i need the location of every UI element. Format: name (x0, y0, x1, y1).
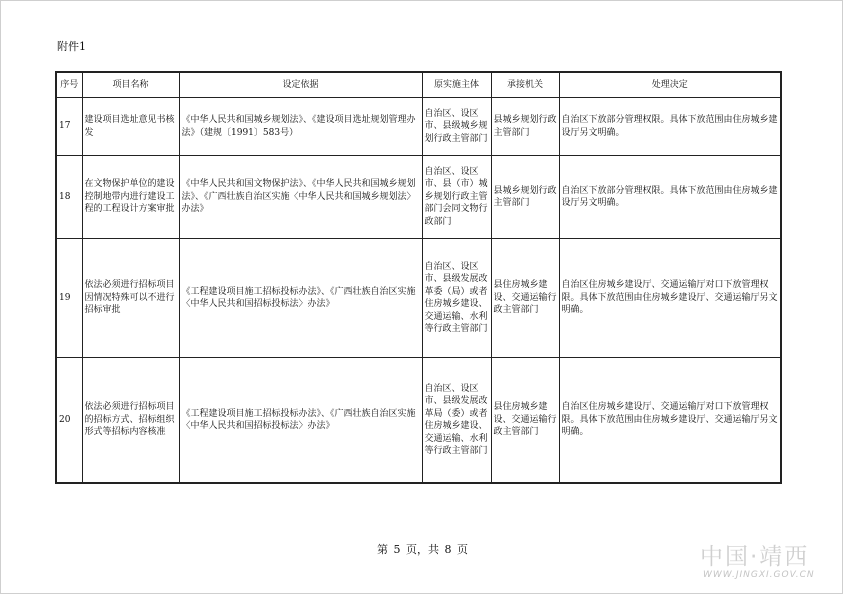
cell-undertaker: 县住房城乡建设、交通运输行政主管部门 (491, 358, 559, 484)
cell-name: 建设项目选址意见书核发 (82, 98, 179, 156)
cell-original: 自治区、设区市、县级发展改革局（委）或者住房城乡建设、交通运输、水利等行政主管部门 (422, 358, 491, 484)
cell-basis: 《工程建设项目施工招标投标办法》、《广西壮族自治区实施〈中华人民共和国招标投标法〉办法》 (179, 358, 422, 484)
cell-name: 依法必须进行招标项目因情况特殊可以不进行招标审批 (82, 239, 179, 358)
footer-page-current: 5 (393, 543, 401, 556)
site-watermark (700, 538, 835, 588)
table-row (56, 358, 781, 484)
header-original: 原实施主体 (422, 72, 491, 98)
watermark-url: WWW.JINGXI.GOV.CN (703, 570, 815, 580)
attachment-label: 附件1 (57, 40, 86, 53)
cell-decision: 自治区住房城乡建设厅、交通运输厅对口下放管理权限。具体下放范围由住房城乡建设厅、交通运输厅另文明确。 (559, 358, 781, 484)
cell-original: 自治区、设区市、县级城乡规划行政主管部门 (422, 98, 491, 156)
header-seq: 序号 (56, 72, 82, 98)
cell-name: 依法必须进行招标项目的招标方式、招标组织形式等招标内容核准 (82, 358, 179, 484)
cell-seq: 18 (56, 156, 82, 239)
footer-middle: 页，共 (406, 543, 439, 556)
table-header-row (56, 72, 781, 98)
cell-basis: 《中华人民共和国文物保护法》、《中华人民共和国城乡规划法》、《广西壮族自治区实施〈中华人民共和国城乡规划法〉办法》 (179, 156, 422, 239)
footer-prefix: 第 (377, 543, 388, 556)
watermark-title: 中国·靖西 (700, 544, 810, 570)
footer-page-total: 8 (444, 543, 452, 556)
cell-decision: 自治区下放部分管理权限。具体下放范围由住房城乡建设厅另文明确。 (559, 156, 781, 239)
header-name: 项目名称 (82, 72, 179, 98)
cell-decision: 自治区住房城乡建设厅、交通运输厅对口下放管理权限。具体下放范围由住房城乡建设厅、交通运输厅另文明确。 (559, 239, 781, 358)
table-row (56, 98, 781, 156)
cell-undertaker: 县住房城乡建设、交通运输行政主管部门 (491, 239, 559, 358)
table-row (56, 239, 781, 358)
table-row (56, 156, 781, 239)
cell-seq: 17 (56, 98, 82, 156)
header-decision: 处理决定 (559, 72, 781, 98)
cell-basis: 《工程建设项目施工招标投标办法》、《广西壮族自治区实施〈中华人民共和国招标投标法〉办法》 (179, 239, 422, 358)
cell-decision: 自治区下放部分管理权限。具体下放范围由住房城乡建设厅另文明确。 (559, 98, 781, 156)
approval-items-table (55, 71, 782, 484)
cell-seq: 19 (56, 239, 82, 358)
cell-original: 自治区、设区市、县（市）城乡规划行政主管部门会同文物行政部门 (422, 156, 491, 239)
header-undertaker: 承接机关 (491, 72, 559, 98)
cell-undertaker: 县城乡规划行政主管部门 (491, 98, 559, 156)
header-basis: 设定依据 (179, 72, 422, 98)
cell-basis: 《中华人民共和国城乡规划法》、《建设项目选址规划管理办法》（建规〔1991〕583号） (179, 98, 422, 156)
cell-name: 在文物保护单位的建设控制地带内进行建设工程的工程设计方案审批 (82, 156, 179, 239)
cell-undertaker: 县城乡规划行政主管部门 (491, 156, 559, 239)
footer-suffix: 页 (457, 543, 468, 556)
cell-seq: 20 (56, 358, 82, 484)
cell-original: 自治区、设区市、县级发展改革委（局）或者住房城乡建设、交通运输、水利等行政主管部门 (422, 239, 491, 358)
